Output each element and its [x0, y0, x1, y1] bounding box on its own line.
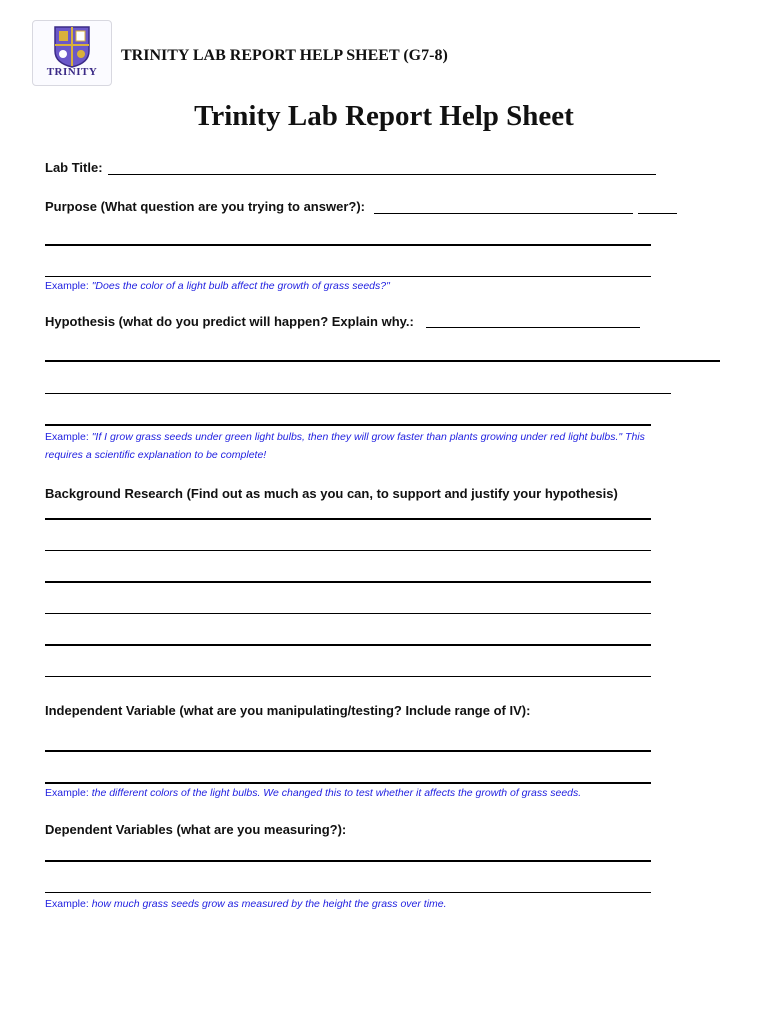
page-title: Trinity Lab Report Help Sheet — [194, 100, 574, 132]
dependent-example: Example: how much grass seeds grow as measured by the height the grass over time. — [45, 898, 447, 910]
hypothesis-label: Hypothesis (what do you predict will happen? Explain why.: — [45, 314, 414, 329]
hypothesis-example: Example: "If I grow grass seeds under green light bulbs, then they will grow faster than plants growing under red light bulbs." This — [45, 431, 645, 443]
header-title: TRINITY LAB REPORT HELP SHEET (G7-8) — [121, 47, 448, 64]
hypothesis-example-cont: requires a scientific explanation to be complete! — [45, 449, 267, 461]
hypothesis-line-3[interactable] — [45, 424, 651, 426]
background-line-6[interactable] — [45, 676, 651, 677]
hypothesis-line-2[interactable] — [45, 393, 671, 394]
background-line-1[interactable] — [45, 518, 651, 520]
dependent-line-2[interactable] — [45, 892, 651, 893]
purpose-line-1[interactable] — [45, 244, 651, 246]
background-label: Background Research (Find out as much as you can, to support and justify your hypothesis) — [45, 486, 618, 501]
logo-wordmark: TRINITY — [46, 66, 98, 78]
background-line-3[interactable] — [45, 581, 651, 583]
independent-example: Example: the different colors of the light bulbs. We changed this to test whether it affects the growth of grass seeds. — [45, 787, 582, 799]
lab-title-line[interactable] — [108, 174, 656, 175]
hypothesis-line-inline[interactable] — [426, 327, 640, 328]
purpose-example: Example: "Does the color of a light bulb affect the growth of grass seeds?" — [45, 280, 390, 292]
background-line-2[interactable] — [45, 550, 651, 551]
dependent-line-1[interactable] — [45, 860, 651, 862]
purpose-line-inline-short[interactable] — [638, 213, 677, 214]
purpose-line-inline[interactable] — [374, 213, 633, 214]
dependent-variables-label: Dependent Variables (what are you measuring?): — [45, 822, 347, 837]
purpose-label: Purpose (What question are you trying to answer?): — [45, 199, 365, 214]
background-line-4[interactable] — [45, 613, 651, 614]
background-line-5[interactable] — [45, 644, 651, 646]
independent-line-1[interactable] — [45, 750, 651, 752]
hypothesis-line-1[interactable] — [45, 360, 720, 362]
lab-title-label: Lab Title: — [45, 160, 103, 175]
independent-variable-label: Independent Variable (what are you manipulating/testing? Include range of IV): — [45, 703, 531, 718]
independent-line-2[interactable] — [45, 782, 651, 784]
purpose-line-2[interactable] — [45, 276, 651, 277]
trinity-logo — [32, 20, 112, 86]
